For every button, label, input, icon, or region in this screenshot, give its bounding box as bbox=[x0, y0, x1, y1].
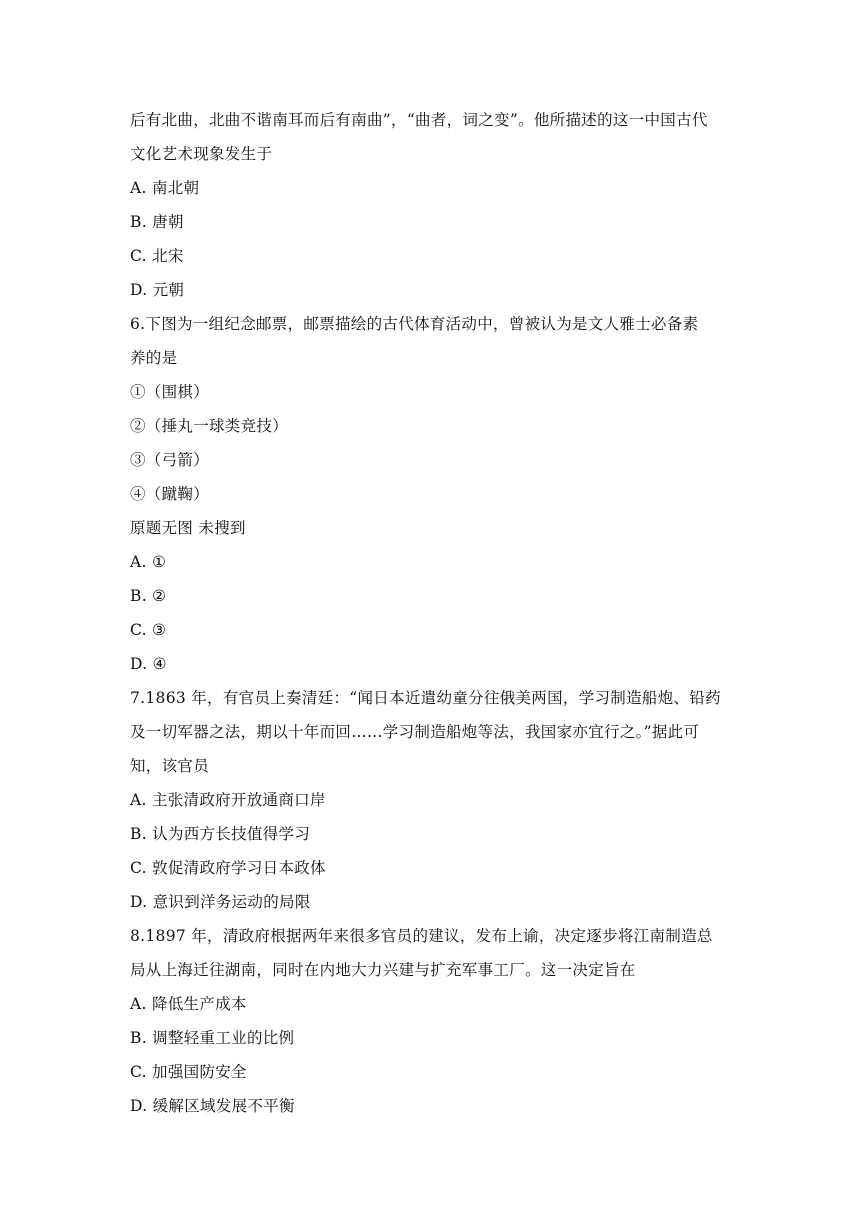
question-8-stem-line-2: 局从上海迁往湖南，同时在内地大力兴建与扩充军事工厂。这一决定旨在 bbox=[130, 961, 636, 979]
question-8-option-c: C. 加强国防安全 bbox=[130, 1063, 247, 1081]
question-7-option-a: A. 主张清政府开放通商口岸 bbox=[130, 791, 326, 809]
question-7-stem-line-3: 知，该官员 bbox=[130, 757, 210, 775]
question-7-stem-line-2: 及一切军器之法，期以十年而回……学习制造船炮等法，我国家亦宜行之。”据此可 bbox=[130, 723, 700, 741]
question-5-option-c: C. 北宋 bbox=[130, 247, 184, 265]
question-8-option-a: A. 降低生产成本 bbox=[130, 995, 247, 1013]
question-6-option-d: D. ④ bbox=[130, 655, 167, 673]
question-5-option-b: B. 唐朝 bbox=[130, 213, 184, 231]
document-page bbox=[130, 103, 730, 1123]
question-7-option-c: C. 敦促清政府学习日本政体 bbox=[130, 859, 326, 877]
question-6-option-a: A. ① bbox=[130, 553, 167, 571]
question-5-option-d: D. 元朝 bbox=[130, 281, 185, 299]
question-6-item-2: ②（捶丸一球类竞技） bbox=[130, 417, 289, 435]
question-7-option-b: B. 认为西方长技值得学习 bbox=[130, 825, 311, 843]
question-8-stem-line-1: 8.1897 年，清政府根据两年来很多官员的建议，发布上谕，决定逐步将江南制造总 bbox=[130, 927, 713, 945]
question-6-stem-line-2: 养的是 bbox=[130, 349, 178, 367]
question-6-stem-line-1: 6.下图为一组纪念邮票，邮票描绘的古代体育活动中，曾被认为是文人雅士必备素 bbox=[130, 315, 699, 333]
question-5-stem-line-2: 文化艺术现象发生于 bbox=[130, 145, 273, 163]
question-7-option-d: D. 意识到洋务运动的局限 bbox=[130, 893, 311, 911]
question-8-option-b: B. 调整轻重工业的比例 bbox=[130, 1029, 295, 1047]
question-7-stem-line-1: 7.1863 年，有官员上奏清廷：“闻日本近遣幼童分往俄美两国，学习制造船炮、铅药 bbox=[130, 689, 721, 707]
question-6-item-1: ①（围棋） bbox=[130, 383, 210, 401]
question-6-item-4: ④（蹴鞠） bbox=[130, 485, 210, 503]
question-6-item-3: ③（弓箭） bbox=[130, 451, 210, 469]
question-8-option-d: D. 缓解区域发展不平衡 bbox=[130, 1097, 295, 1115]
question-5-option-a: A. 南北朝 bbox=[130, 179, 200, 197]
question-6-missing-image-note: 原题无图 未搜到 bbox=[130, 519, 246, 537]
question-6-option-c: C. ③ bbox=[130, 621, 167, 639]
question-6-option-b: B. ② bbox=[130, 587, 167, 605]
question-5-stem-line-1: 后有北曲，北曲不谐南耳而后有南曲”，“曲者，词之变”。他所描述的这一中国古代 bbox=[130, 111, 708, 129]
